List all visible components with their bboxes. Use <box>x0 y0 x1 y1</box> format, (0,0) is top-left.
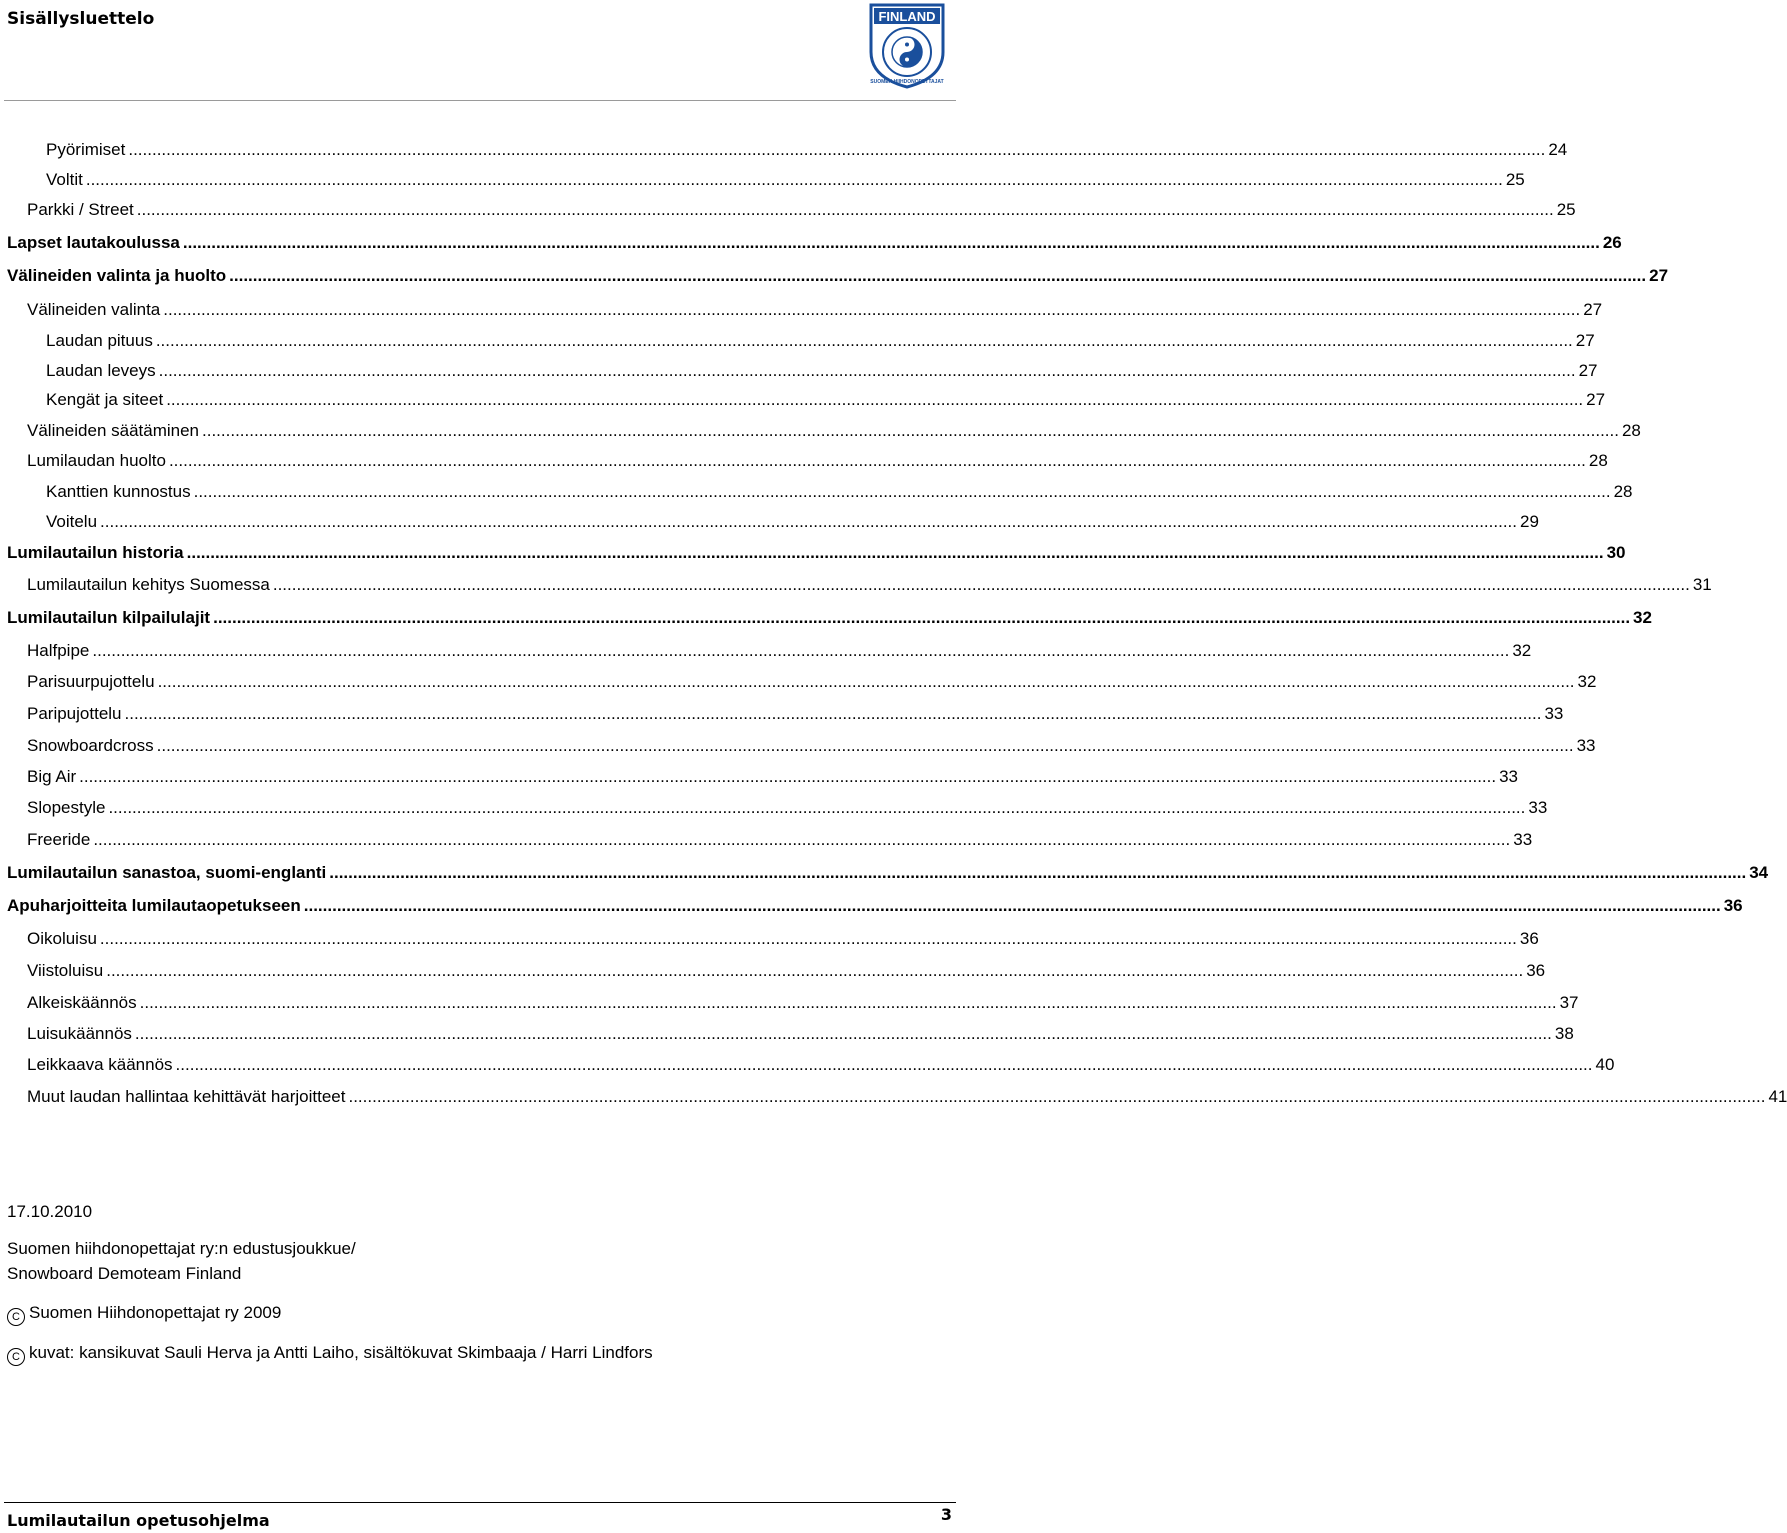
toc-dot-leader: ............................................................................................................................................................................................................................................................................................................ <box>106 961 1524 980</box>
toc-entry[interactable] <box>0 165 1525 195</box>
toc-entry-page: 32 <box>1633 608 1652 627</box>
toc-entry-page: 28 <box>1621 421 1641 440</box>
footer-page-number: 3 <box>940 1505 952 1524</box>
toc-entry-label: Voitelu <box>46 512 98 531</box>
footer-divider <box>4 1502 956 1503</box>
toc-entry-page: 33 <box>1576 736 1596 755</box>
toc-entry[interactable] <box>0 326 1595 356</box>
toc-entry[interactable] <box>0 858 1769 888</box>
toc-dot-leader: ............................................................................................................................................................................................................................................................................................................ <box>139 993 1557 1012</box>
toc-dot-leader: ............................................................................................................................................................................................................................................................................................................ <box>202 421 1619 440</box>
toc-entry[interactable] <box>0 667 1597 697</box>
toc-entry-page: 27 <box>1583 300 1603 319</box>
toc-entry[interactable] <box>0 195 1576 225</box>
toc-entry[interactable] <box>0 356 1598 386</box>
toc-entry[interactable] <box>0 570 1712 600</box>
toc-entry-label: Parisuurpujottelu <box>27 672 155 691</box>
toc-dot-leader: ............................................................................................................................................................................................................................................................................................................ <box>93 830 1511 849</box>
header-divider <box>4 100 956 101</box>
footer-document-title: Lumilautailun opetusohjelma <box>7 1511 270 1530</box>
toc-entry[interactable] <box>0 507 1539 537</box>
toc-dot-leader: ............................................................................................................................................................................................................................................................................................................ <box>168 451 1586 470</box>
toc-entry-page: 38 <box>1554 1024 1574 1043</box>
toc-entry-label: Laudan pituus <box>46 331 153 350</box>
toc-dot-leader: ............................................................................................................................................................................................................................................................................................................ <box>272 575 1690 594</box>
toc-entry[interactable] <box>0 603 1652 633</box>
toc-entry-label: Apuharjoitteita lumilautaopetukseen <box>7 896 301 915</box>
toc-dot-leader: ............................................................................................................................................................................................................................................................................................................ <box>128 140 1546 159</box>
toc-entry-page: 28 <box>1613 482 1633 501</box>
toc-entry-label: Leikkaava käännös <box>27 1055 173 1074</box>
toc-dot-leader: ............................................................................................................................................................................................................................................................................................................ <box>124 704 1542 723</box>
toc-entry[interactable] <box>0 731 1596 761</box>
toc-dot-leader: ............................................................................................................................................................................................................................................................................................................ <box>156 736 1574 755</box>
toc-entry-label: Kengät ja siteet <box>46 390 164 409</box>
logo-ring-text: SUOMEN HIIHDONOPETTAJAT <box>870 79 944 85</box>
toc-entry-label: Lumilautailun kehitys Suomessa <box>27 575 270 594</box>
toc-entry-label: Freeride <box>27 830 91 849</box>
toc-entry-page: 33 <box>1499 767 1519 786</box>
toc-entry-page: 24 <box>1548 140 1568 159</box>
toc-entry-page: 41 <box>1768 1087 1787 1106</box>
toc-dot-leader: ............................................................................................................................................................................................................................................................................................................ <box>136 200 1554 219</box>
toc-entry-page: 36 <box>1526 961 1546 980</box>
copyright-text-2: kuvat: kansikuvat Sauli Herva ja Antti Laiho, sisältökuvat Skimbaaja / Harri Lindfors <box>29 1343 653 1362</box>
toc-dot-leader: ............................................................................................................................................................................................................................................................................................................ <box>100 512 1517 531</box>
toc-entry-label: Viistoluisu <box>27 961 104 980</box>
toc-entry-page: 30 <box>1606 543 1626 562</box>
toc-entry-label: Alkeiskäännös <box>27 993 137 1012</box>
toc-entry-label: Luisukäännös <box>27 1024 132 1043</box>
toc-entry-label: Parkki / Street <box>27 200 134 219</box>
toc-dot-leader: ............................................................................................................................................................................................................................................................................................................ <box>193 482 1611 501</box>
toc-entry-label: Lumilautailun kilpailulajit <box>7 608 211 627</box>
toc-entry-label: Välineiden valinta ja huolto <box>7 266 227 285</box>
organization-line-2: Snowboard Demoteam Finland <box>7 1264 242 1283</box>
toc-entry[interactable] <box>0 956 1546 986</box>
toc-dot-leader: ............................................................................................................................................................................................................................................................................................................ <box>79 767 1497 786</box>
toc-dot-leader: ............................................................................................................................................................................................................................................................................................................ <box>163 300 1581 319</box>
toc-entry-page: 33 <box>1513 830 1533 849</box>
toc-dot-leader: ............................................................................................................................................................................................................................................................................................................ <box>85 170 1503 189</box>
toc-entry-label: Laudan leveys <box>46 361 156 380</box>
toc-entry[interactable] <box>0 762 1519 792</box>
copyright-line-1 <box>7 1302 281 1326</box>
copyright-line-2 <box>7 1342 653 1366</box>
toc-entry-label: Lumilaudan huolto <box>27 451 166 470</box>
toc-entry-page: 33 <box>1544 704 1564 723</box>
toc-entry-label: Paripujottelu <box>27 704 122 723</box>
toc-entry-page: 32 <box>1577 672 1597 691</box>
toc-entry-page: 40 <box>1595 1055 1615 1074</box>
toc-entry[interactable] <box>0 793 1548 823</box>
toc-entry[interactable] <box>0 446 1608 476</box>
toc-entry[interactable] <box>0 1050 1615 1080</box>
copyright-icon: C <box>7 1348 25 1366</box>
toc-entry-label: Big Air <box>27 767 77 786</box>
toc-entry-page: 27 <box>1649 266 1669 285</box>
toc-entry-label: Slopestyle <box>27 798 106 817</box>
page-header-title: Sisällysluettelo <box>7 9 155 29</box>
toc-entry[interactable] <box>0 636 1532 666</box>
toc-entry[interactable] <box>0 1019 1574 1049</box>
toc-dot-leader: ............................................................................................................................................................................................................................................................................................................ <box>155 331 1573 350</box>
toc-entry-label: Voltit <box>46 170 83 189</box>
toc-entry-page: 25 <box>1556 200 1576 219</box>
toc-dot-leader: ............................................................................................................................................................................................................................................................................................................ <box>175 1055 1593 1074</box>
yin-yang-ski-emblem-icon <box>892 37 922 67</box>
toc-dot-leader: ............................................................................................................................................................................................................................................................................................................ <box>213 608 1631 627</box>
copyright-text-1: Suomen Hiihdonopettajat ry 2009 <box>29 1303 282 1322</box>
toc-entry-label: Kanttien kunnostus <box>46 482 191 501</box>
finland-ski-instructors-logo <box>868 2 946 88</box>
toc-entry-page: 36 <box>1723 896 1743 915</box>
organization-line-1: Suomen hiihdonopettajat ry:n edustusjoukkue/ <box>7 1239 356 1258</box>
toc-entry-label: Muut laudan hallintaa kehittävät harjoitteet <box>27 1087 346 1106</box>
toc-entry-label: Lumilautailun sanastoa, suomi-englanti <box>7 863 327 882</box>
toc-entry[interactable] <box>0 1082 1787 1112</box>
toc-dot-leader: ............................................................................................................................................................................................................................................................................................................ <box>186 543 1604 562</box>
toc-entry-label: Halfpipe <box>27 641 90 660</box>
toc-dot-leader: ............................................................................................................................................................................................................................................................................................................ <box>182 233 1600 252</box>
toc-entry-label: Lapset lautakoulussa <box>7 233 180 252</box>
toc-dot-leader: ............................................................................................................................................................................................................................................................................................................ <box>348 1087 1766 1106</box>
toc-entry[interactable] <box>0 825 1533 855</box>
toc-dot-leader: ............................................................................................................................................................................................................................................................................................................ <box>108 798 1526 817</box>
toc-entry[interactable] <box>0 385 1606 415</box>
toc-dot-leader: ............................................................................................................................................................................................................................................................................................................ <box>229 266 1647 285</box>
toc-dot-leader: ............................................................................................................................................................................................................................................................................................................ <box>303 896 1721 915</box>
logo-finland-text: FINLAND <box>878 9 936 24</box>
toc-entry-label: Välineiden valinta <box>27 300 161 319</box>
toc-entry[interactable] <box>0 538 1626 568</box>
toc-entry[interactable] <box>0 924 1539 954</box>
toc-entry-page: 32 <box>1512 641 1532 660</box>
toc-dot-leader: ............................................................................................................................................................................................................................................................................................................ <box>92 641 1510 660</box>
toc-entry-page: 36 <box>1519 929 1539 948</box>
toc-entry-label: Välineiden säätäminen <box>27 421 200 440</box>
toc-entry[interactable] <box>0 416 1641 446</box>
toc-dot-leader: ............................................................................................................................................................................................................................................................................................................ <box>157 672 1575 691</box>
toc-entry-page: 27 <box>1578 361 1598 380</box>
toc-entry-page: 29 <box>1520 512 1539 531</box>
toc-entry-label: Oikoluisu <box>27 929 97 948</box>
toc-entry[interactable] <box>0 988 1579 1018</box>
toc-entry-label: Lumilautailun historia <box>7 543 184 562</box>
toc-entry-page: 26 <box>1602 233 1622 252</box>
toc-entry[interactable] <box>0 295 1603 325</box>
toc-entry-label: Snowboardcross <box>27 736 154 755</box>
toc-entry[interactable] <box>0 699 1564 729</box>
toc-entry[interactable] <box>0 477 1633 507</box>
toc-entry[interactable] <box>0 261 1669 291</box>
toc-entry-page: 37 <box>1559 993 1579 1012</box>
toc-dot-leader: ............................................................................................................................................................................................................................................................................................................ <box>134 1024 1552 1043</box>
toc-entry-page: 31 <box>1692 575 1712 594</box>
toc-entry-page: 25 <box>1505 170 1525 189</box>
toc-entry[interactable] <box>0 228 1622 258</box>
toc-dot-leader: ............................................................................................................................................................................................................................................................................................................ <box>329 863 1747 882</box>
toc-entry-page: 34 <box>1749 863 1769 882</box>
toc-entry[interactable] <box>0 891 1743 921</box>
toc-dot-leader: ............................................................................................................................................................................................................................................................................................................ <box>99 929 1517 948</box>
toc-entry-page: 33 <box>1528 798 1548 817</box>
toc-entry-page: 27 <box>1586 390 1606 409</box>
toc-dot-leader: ............................................................................................................................................................................................................................................................................................................ <box>158 361 1576 380</box>
toc-dot-leader: ............................................................................................................................................................................................................................................................................................................ <box>166 390 1584 409</box>
document-date: 17.10.2010 <box>7 1202 93 1221</box>
toc-entry-page: 27 <box>1575 331 1595 350</box>
toc-entry-page: 28 <box>1588 451 1608 470</box>
copyright-icon: C <box>7 1308 25 1326</box>
toc-entry-label: Pyörimiset <box>46 140 126 159</box>
toc-entry[interactable] <box>0 135 1568 165</box>
